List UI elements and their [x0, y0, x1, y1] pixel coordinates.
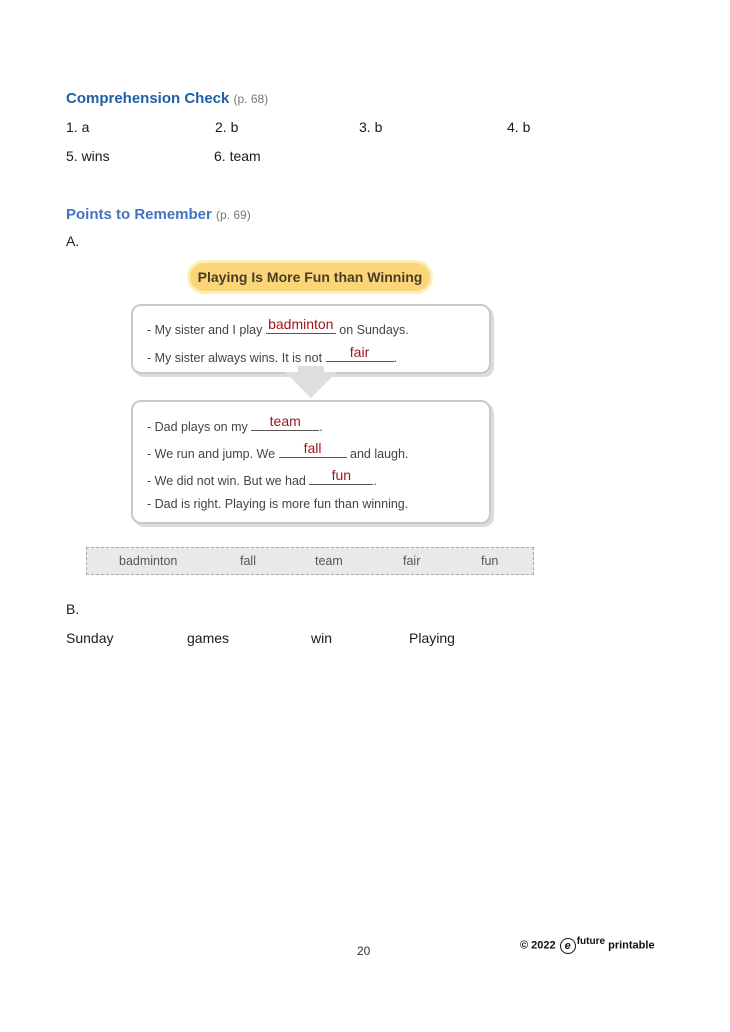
page-number: 20 [357, 944, 371, 958]
sentence-4: - We run and jump. We fall and laugh. [147, 440, 409, 461]
blank [251, 415, 319, 431]
part-b-answer-3: win [311, 630, 333, 646]
filled-answer: fall [303, 440, 322, 456]
e-future-logo-icon: e [560, 938, 576, 954]
blank [266, 318, 336, 334]
sentence-6: - Dad is right. Playing is more fun than winning. [147, 497, 409, 511]
comprehension-check-title: Comprehension Check (p. 68) [66, 90, 269, 107]
blank [309, 469, 373, 485]
answer-2: 2. b [215, 119, 239, 135]
points-to-remember-title: Points to Remember (p. 69) [66, 206, 251, 223]
word-bank-item: badminton [119, 554, 178, 568]
page-reference: (p. 68) [233, 92, 269, 106]
page-reference: (p. 69) [216, 208, 251, 222]
answer-1: 1. a [66, 119, 90, 135]
answer-3: 3. b [359, 119, 383, 135]
sentence-5: - We did not win. But we had fun . [147, 467, 377, 488]
word-bank [86, 547, 534, 575]
sentence-3: - Dad plays on my team . [147, 413, 323, 434]
word-bank-item: team [315, 554, 343, 568]
blank [326, 346, 394, 362]
filled-answer: fun [331, 467, 352, 483]
part-a-label: A. [66, 233, 80, 249]
filled-answer: badminton [268, 316, 334, 332]
copyright-notice: © 2022 e $^{future}$ printable [520, 936, 655, 952]
down-arrow-icon [285, 372, 337, 398]
word-bank-item: fall [240, 554, 256, 568]
blank [279, 442, 347, 458]
filled-answer: team [269, 413, 301, 429]
part-b-answer-4: Playing [409, 630, 455, 646]
sentence-1: - My sister and I play badminton on Sundays. [147, 316, 409, 337]
word-bank-item: fair [403, 554, 421, 568]
story-box-1 [131, 304, 491, 374]
story-title-banner: Playing Is More Fun than Winning [190, 263, 430, 291]
part-b-answer-2: games [187, 630, 230, 646]
part-b-label: B. [66, 601, 80, 617]
answer-6: 6. team [214, 148, 261, 164]
answer-5: 5. wins [66, 148, 110, 164]
sentence-2: - My sister always wins. It is not fair . [147, 344, 397, 365]
story-box-2 [131, 400, 491, 524]
word-bank-item: fun [481, 554, 499, 568]
part-b-answer-1: Sunday [66, 630, 114, 646]
filled-answer: fair [349, 344, 370, 360]
answer-4: 4. b [507, 119, 531, 135]
